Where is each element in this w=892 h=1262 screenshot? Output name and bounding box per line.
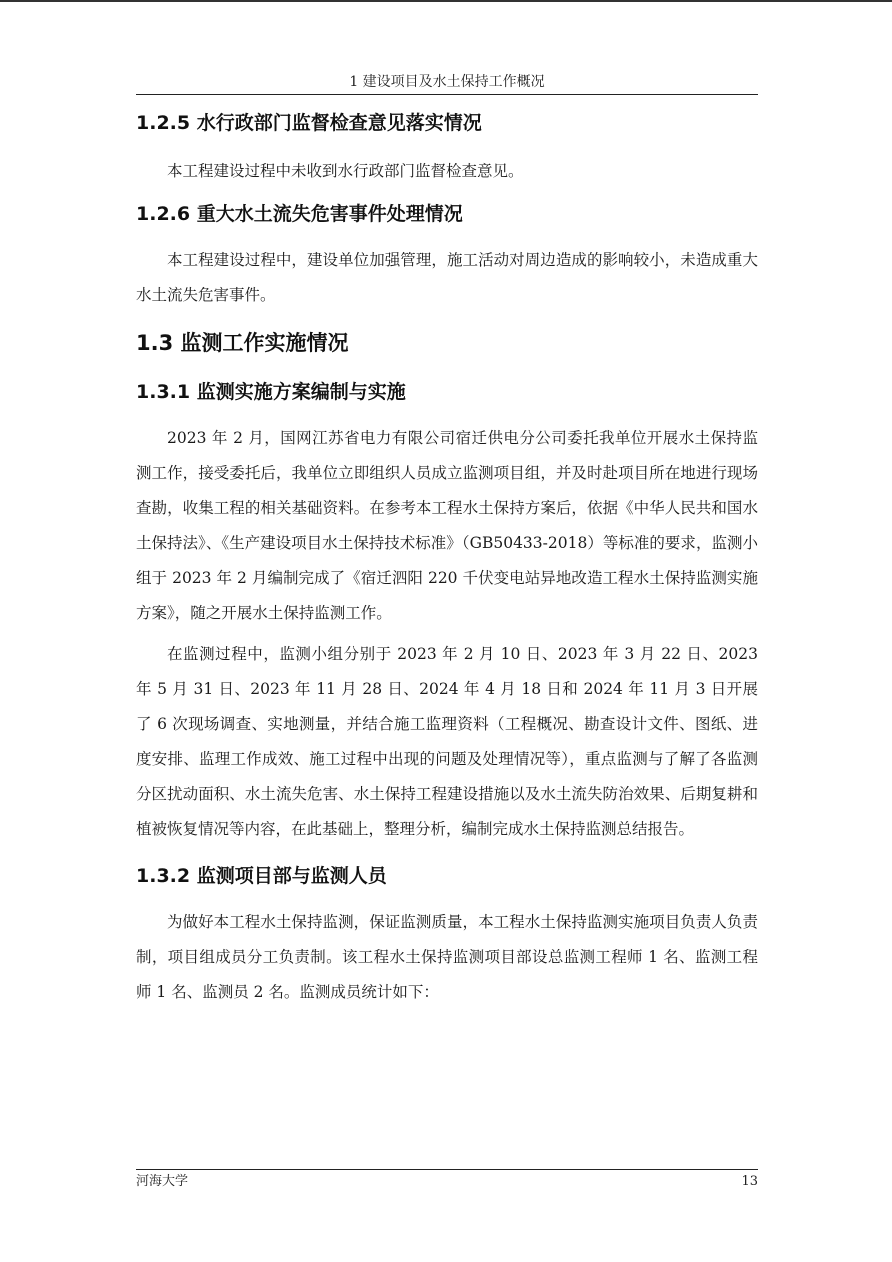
heading-1-3-1: 1.3.1 监测实施方案编制与实施: [136, 381, 406, 403]
page-number: 13: [741, 1174, 758, 1189]
heading-1-3: 1.3 监测工作实施情况: [136, 331, 349, 355]
paragraph-1-2-5: 本工程建设过程中未收到水行政部门监督检查意见。: [167, 162, 524, 180]
document-body: [136, 104, 758, 1010]
paragraph-1-3-2: 为做好本工程水土保持监测，保证监测质量，本工程水土保持监测实施项目负责人负责制，项目组成员分工负责制。该工程水土保持监测项目部设总监测工程师 1 名、监测工程师 1 名、监测员 2 名。监测成员统计如下：: [136, 913, 758, 1001]
heading-1-3-2: 1.3.2 监测项目部与监测人员: [136, 865, 387, 887]
paragraph-1-2-6: 本工程建设过程中，建设单位加强管理，施工活动对周边造成的影响较小，未造成重大水土流失危害事件。: [136, 251, 758, 304]
running-header: 1 建设项目及水土保持工作概况: [349, 74, 545, 90]
header-rule: [136, 94, 758, 95]
footer-organization: 河海大学: [136, 1174, 189, 1189]
page-top-border: [0, 0, 892, 2]
footer-rule: [136, 1169, 758, 1170]
paragraph-1-3-1-b: 在监测过程中，监测小组分别于 2023 年 2 月 10 日、2023 年 3 月 22 日、2023 年 5 月 31 日、2023 年 11 月 28 日、2024 年 4 月 18 日和 2024 年 11 月 3 日开展了 6 次现场调查、实地测量，并结合施工监理资料（工程概况、勘查设计文件、图纸、进度安排、监理工作成效、施工过程中出现的问题及处理情况等），重点监测与了解了各监测分区扰动面积、水土流失危害、水土保持工程建设措施以及水土流失防治效果、后期复耕和植被恢复情况等内容，在此基础上，整理分析，编制完成水土保持监测总结报告。: [136, 645, 758, 838]
heading-1-2-6: 1.2.6 重大水土流失危害事件处理情况: [136, 203, 463, 225]
heading-1-2-5: 1.2.5 水行政部门监督检查意见落实情况: [136, 112, 482, 134]
paragraph-1-3-1-a: 2023 年 2 月，国网江苏省电力有限公司宿迁供电分公司委托我单位开展水土保持监测工作，接受委托后，我单位立即组织人员成立监测项目组，并及时赴项目所在地进行现场查勘，收集工程的相关基础资料。在参考本工程水土保持方案后，依据《中华人民共和国水土保持法》、《生产建设项目水土保持技术标准》（GB50433-2018）等标准的要求，监测小组于 2023 年 2 月编制完成了《宿迁泗阳 220 千伏变电站异地改造工程水土保持监测实施方案》，随之开展水土保持监测工作。: [136, 429, 758, 622]
